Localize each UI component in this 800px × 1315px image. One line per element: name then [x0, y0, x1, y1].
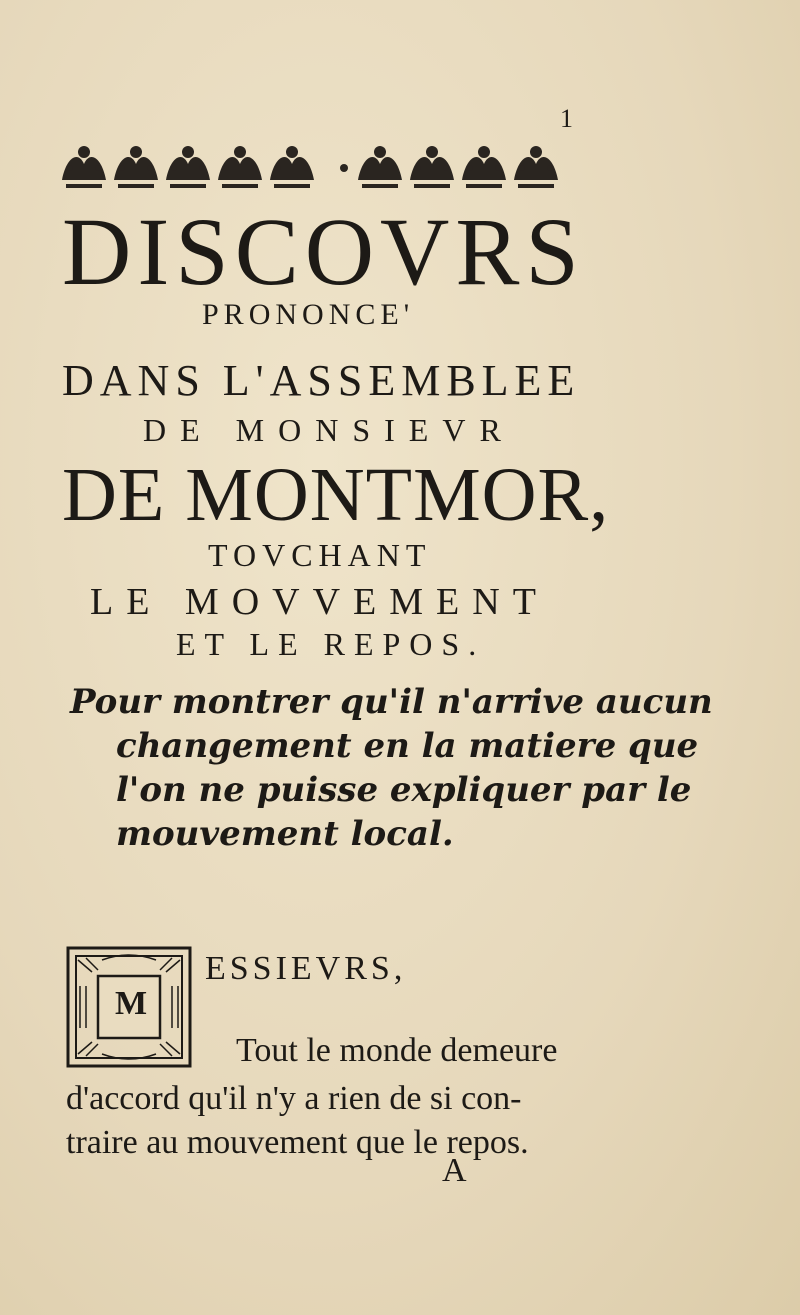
- title-line-repos: ET LE REPOS.: [176, 626, 486, 662]
- page-number: 1: [560, 104, 573, 133]
- title-line-assemblee: DANS L'ASSEMBLEE: [62, 356, 581, 405]
- title-line-montmor: DE MONTMOR,: [62, 453, 610, 537]
- title-line-prononce: PRONONCE': [202, 298, 415, 331]
- subtitle-line: mouvement local.: [116, 814, 454, 854]
- body-line: d'accord qu'il n'y a rien de si con-: [66, 1080, 522, 1117]
- drop-cap-letter: M: [114, 985, 148, 1022]
- subtitle: [70, 680, 713, 856]
- body-opening: ESSIEVRS,: [205, 950, 407, 987]
- body-line: traire au mouvement que le repos.: [66, 1124, 529, 1161]
- title-line-de-monsieur: DE MONSIEVR: [143, 412, 515, 448]
- title-line-discours: DISCOVRS: [62, 198, 585, 305]
- title-line-mouvement: LE MOVVEMENT: [90, 581, 549, 623]
- subtitle-line: l'on ne puisse expliquer par le: [116, 770, 692, 810]
- catchword: A: [442, 1152, 467, 1189]
- subtitle-line: changement en la matiere que: [116, 726, 699, 766]
- title-line-touchant: TOVCHANT: [208, 537, 432, 573]
- body-line: Tout le monde demeure: [236, 1032, 558, 1069]
- ornament-band-icon: [58, 138, 578, 192]
- subtitle-line: Pour montrer qu'il n'arrive aucun: [70, 682, 713, 722]
